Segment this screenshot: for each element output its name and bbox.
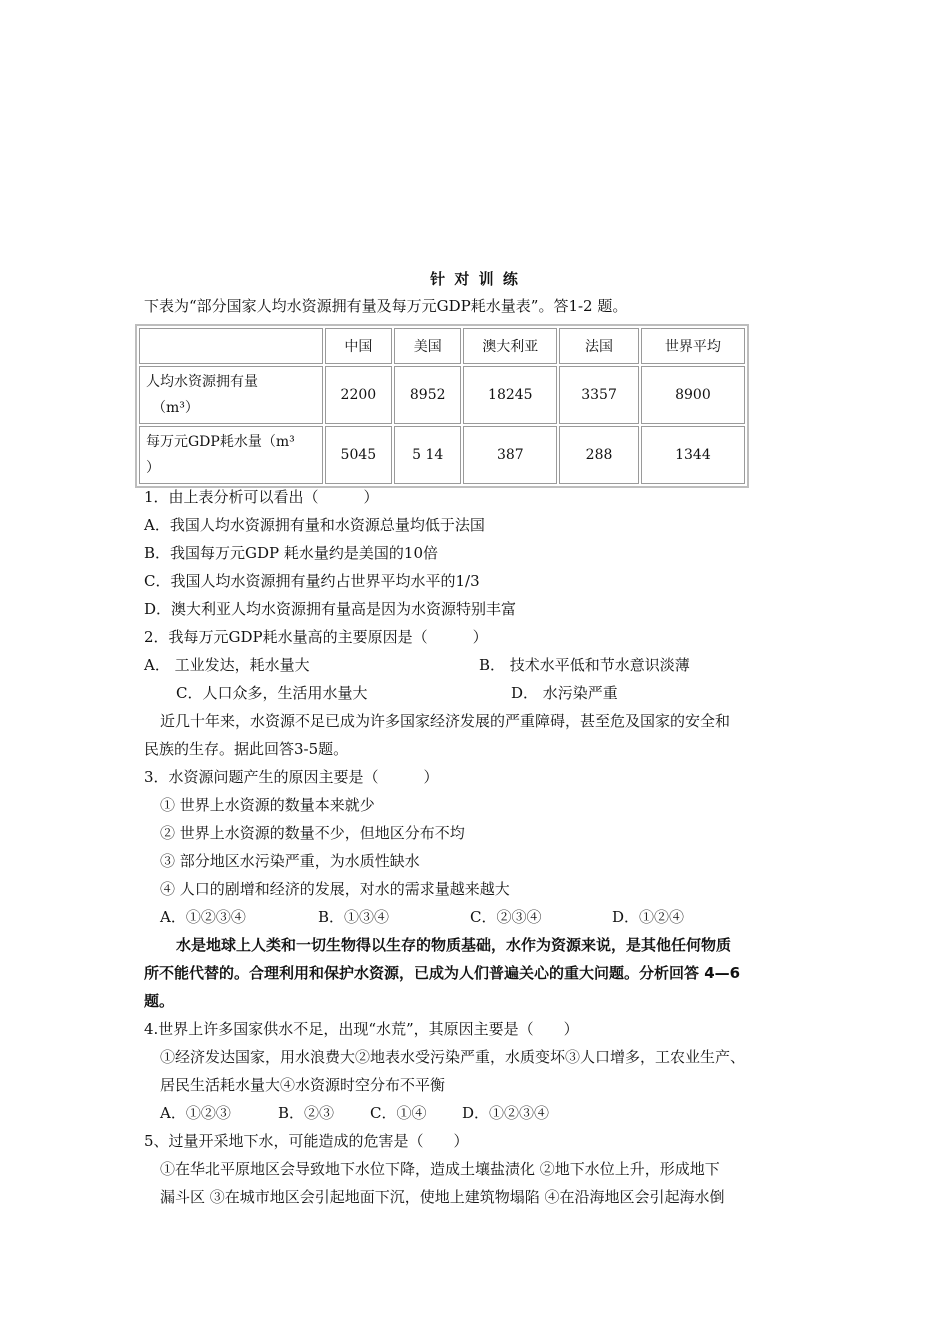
table-cell: 8952	[394, 366, 461, 424]
question-1: 1．由上表分析可以看出（ ）	[144, 488, 379, 506]
page-title: 针 对 训 练	[430, 270, 520, 288]
row-label-unit: ）	[146, 460, 160, 476]
row-label-line: 每万元GDP耗水量（m³	[146, 434, 295, 450]
paragraph-3-line-1: 近几十年来，水资源不足已成为许多国家经济发展的严重障碍，甚至危及国家的安全和	[160, 712, 731, 730]
option-3d: D．①②④	[612, 908, 685, 926]
option-1c: C．我国人均水资源拥有量约占世界平均水平的1/3	[144, 572, 480, 590]
paragraph-4-line-1: 水是地球上人类和一切生物得以生存的物质基础，水作为资源来说，是其他任何物质	[176, 936, 732, 954]
table-header-cell: 世界平均	[641, 328, 745, 364]
option-3a: A．①②③④	[160, 908, 246, 926]
paragraph-4-line-3: 题。	[144, 992, 175, 1010]
table-cell: 18245	[463, 366, 557, 424]
option-2c: C．人口众多，生活用水量大	[176, 684, 368, 702]
paragraph-3-line-2: 民族的生存。据此回答3-5题。	[144, 740, 349, 758]
table-cell: 3357	[559, 366, 639, 424]
statement-3-3: ③ 部分地区水污染严重，为水质性缺水	[160, 852, 420, 870]
table-header-cell	[139, 328, 323, 364]
statement-5-line-2: 漏斗区 ③在城市地区会引起地面下沉，使地上建筑物塌陷 ④在沿海地区会引起海水倒	[160, 1188, 725, 1206]
option-2b: B． 技术水平低和节水意识淡薄	[479, 656, 690, 674]
table-cell: 387	[463, 426, 557, 484]
statement-4-line-2: 居民生活耗水量大④水资源时空分布不平衡	[160, 1076, 446, 1094]
option-4a: A．①②③	[160, 1104, 231, 1122]
statement-3-4: ④ 人口的剧增和经济的发展，对水的需求量越来越大	[160, 880, 510, 898]
table-cell: 5045	[325, 426, 392, 484]
table-header-cell: 澳大利亚	[463, 328, 557, 364]
table-cell: 8900	[641, 366, 745, 424]
row-label-line: 人均水资源拥有量	[146, 374, 258, 390]
option-1d: D．澳大利亚人均水资源拥有量高是因为水资源特别丰富	[144, 600, 517, 618]
statement-3-2: ② 世界上水资源的数量不少，但地区分布不均	[160, 824, 465, 842]
option-3c: C．②③④	[470, 908, 542, 926]
table-cell: 1344	[641, 426, 745, 484]
table-row	[139, 426, 745, 484]
option-3b: B．①③④	[318, 908, 390, 926]
table-cell: 288	[559, 426, 639, 484]
paragraph-4-line-2: 所不能代替的。合理利用和保护水资源，已成为人们普遍关心的重大问题。分析回答 4—6	[144, 964, 741, 982]
row-label-unit: （m³）	[152, 400, 199, 416]
table-row	[139, 366, 745, 424]
question-4: 4.世界上许多国家供水不足，出现“水荒”，其原因主要是（ ）	[144, 1020, 579, 1038]
water-resource-table	[135, 324, 749, 488]
question-3: 3．水资源问题产生的原因主要是（ ）	[144, 768, 439, 786]
statement-5-line-1: ①在华北平原地区会导致地下水位下降，造成土壤盐渍化 ②地下水位上升，形成地下	[160, 1160, 720, 1178]
option-4d: D．①②③④	[462, 1104, 550, 1122]
table-header-row	[139, 328, 745, 364]
table-row-label	[139, 366, 323, 424]
intro-text: 下表为“部分国家人均水资源拥有量及每万元GDP耗水量表”。答1-2 题。	[144, 297, 628, 315]
table-cell: 5 14	[394, 426, 461, 484]
table-row-label	[139, 426, 323, 484]
option-1b: B．我国每万元GDP 耗水量约是美国的10倍	[144, 544, 438, 562]
question-5: 5、过量开采地下水，可能造成的危害是（ ）	[144, 1132, 469, 1150]
option-2d: D． 水污染严重	[511, 684, 618, 702]
table-cell: 2200	[325, 366, 392, 424]
statement-3-1: ① 世界上水资源的数量本来就少	[160, 796, 375, 814]
table-header-cell: 美国	[394, 328, 461, 364]
option-1a: A．我国人均水资源拥有量和水资源总量均低于法国	[144, 516, 485, 534]
option-2a: A． 工业发达，耗水量大	[144, 656, 310, 674]
option-4c: C．①④	[370, 1104, 427, 1122]
question-2: 2．我每万元GDP耗水量高的主要原因是（ ）	[144, 628, 488, 646]
option-4b: B．②③	[278, 1104, 335, 1122]
statement-4-line-1: ①经济发达国家，用水浪费大②地表水受污染严重，水质变坏③人口增多，工农业生产、	[160, 1048, 746, 1066]
table-header-cell: 法国	[559, 328, 639, 364]
table-header-cell: 中国	[325, 328, 392, 364]
